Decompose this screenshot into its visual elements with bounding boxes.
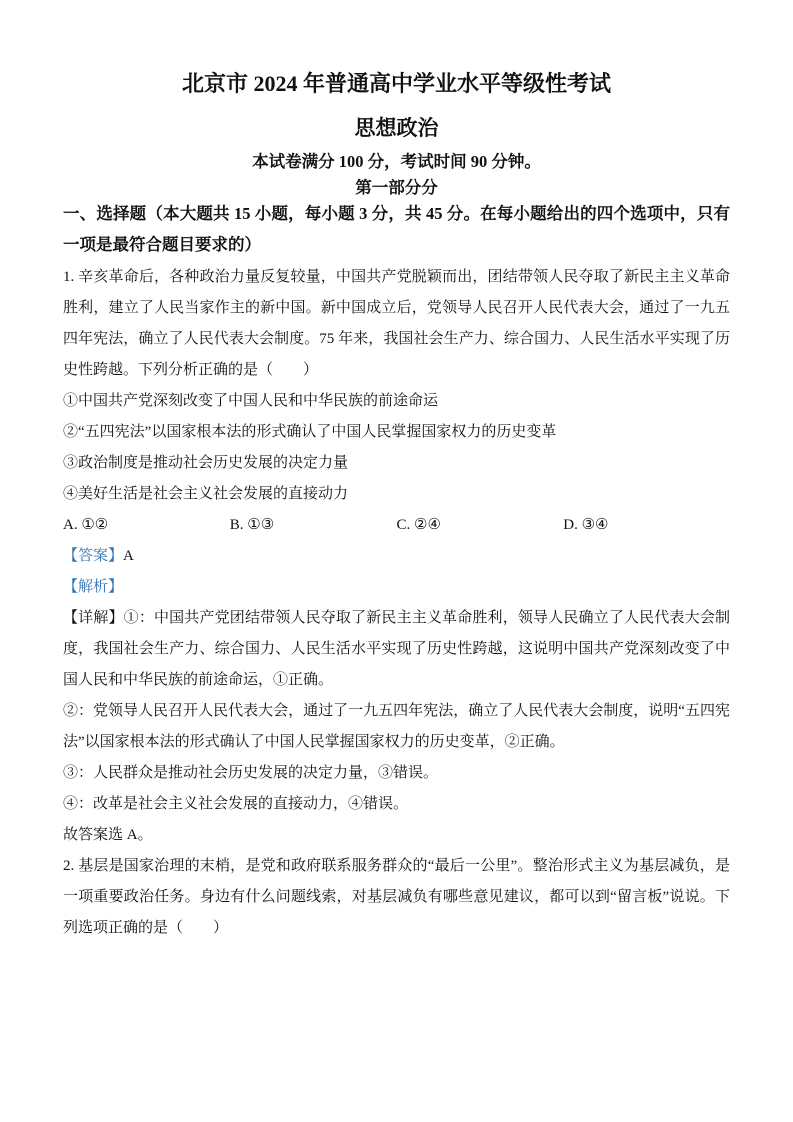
question-1-options [63,510,730,541]
question-1-statement-4: ④美好生活是社会主义社会发展的直接动力 [63,486,349,502]
option-c: C. ②④ [396,517,441,533]
answer-line [63,541,730,572]
detail-paragraph-3: ③：人民群众是推动社会历史发展的决定力量，③错误。 [63,765,439,781]
multiple-choice-section-heading: 一、选择题（本大题共 15 小题，每小题 3 分，共 45 分。在每小题给出的四个选项中，只有一项是最符合题目要求的） [63,204,730,254]
question-1-statement-1: ①中国共产党深刻改变了中国人民和中华民族的前途命运 [63,393,439,409]
question-1-statement-3: ③政治制度是推动社会历史发展的决定力量 [63,455,349,471]
question-1-stem: 1. 辛亥革命后，各种政治力量反复较量，中国共产党脱颖而出，团结带领人民夺取了新民主主义革命胜利，建立了人民当家作主的新中国。新中国成立后，党领导人民召开人民代表大会，通过了一九五四年宪法，确立了人民代表大会制度。75 年来，我国社会生产力、综合国力、人民生活水平实现了历史性跨越。下列分析正确的是（ ） [63,269,730,378]
conclusion-line: 故答案选 A。 [63,827,153,843]
option-d: D. ③④ [563,517,609,533]
exam-subject: 思想政治 [354,116,439,140]
detail-paragraph-1 [63,603,730,696]
exam-title: 北京市 2024 年普通高中学业水平等级性考试 [181,71,611,96]
question-1-statement-2: ②“五四宪法”以国家根本法的形式确认了中国人民掌握国家权力的历史变革 [63,424,557,440]
answer-value: A [123,548,134,564]
detail-text-1: ①：中国共产党团结带领人民夺取了新民主主义革命胜利，领导人民确立了人民代表大会制度，我国社会生产力、综合国力、人民生活水平实现了历史性跨越，这说明中国共产党深刻改变了中国人民和中华民族的前途命运，①正确。 [63,610,730,688]
question-2-stem: 2. 基层是国家治理的末梢，是党和政府联系服务群众的“最后一公里”。整治形式主义为基层减负，是一项重要政治任务。身边有什么问题线索，对基层减负有哪些意见建议，都可以到“留言板”说说。下列选项正确的是（ ） [63,858,730,936]
detail-label: 【详解】 [63,610,124,626]
detail-paragraph-4: ④：改革是社会主义社会发展的直接动力，④错误。 [63,796,409,812]
answer-label: 【答案】 [63,548,124,564]
option-b: B. ①③ [229,517,275,533]
option-a: A. ①② [63,517,109,533]
detail-paragraph-2: ②：党领导人民召开人民代表大会，通过了一九五四年宪法，确立了人民代表大会制度，说明“五四宪法”以国家根本法的形式确认了中国人民掌握国家权力的历史变革，②正确。 [63,703,730,750]
part-one-heading: 第一部分分 [355,178,438,197]
analysis-label: 【解析】 [63,579,124,595]
exam-score-duration: 本试卷满分 100 分，考试时间 90 分钟。 [252,152,541,171]
analysis-line [63,572,730,603]
